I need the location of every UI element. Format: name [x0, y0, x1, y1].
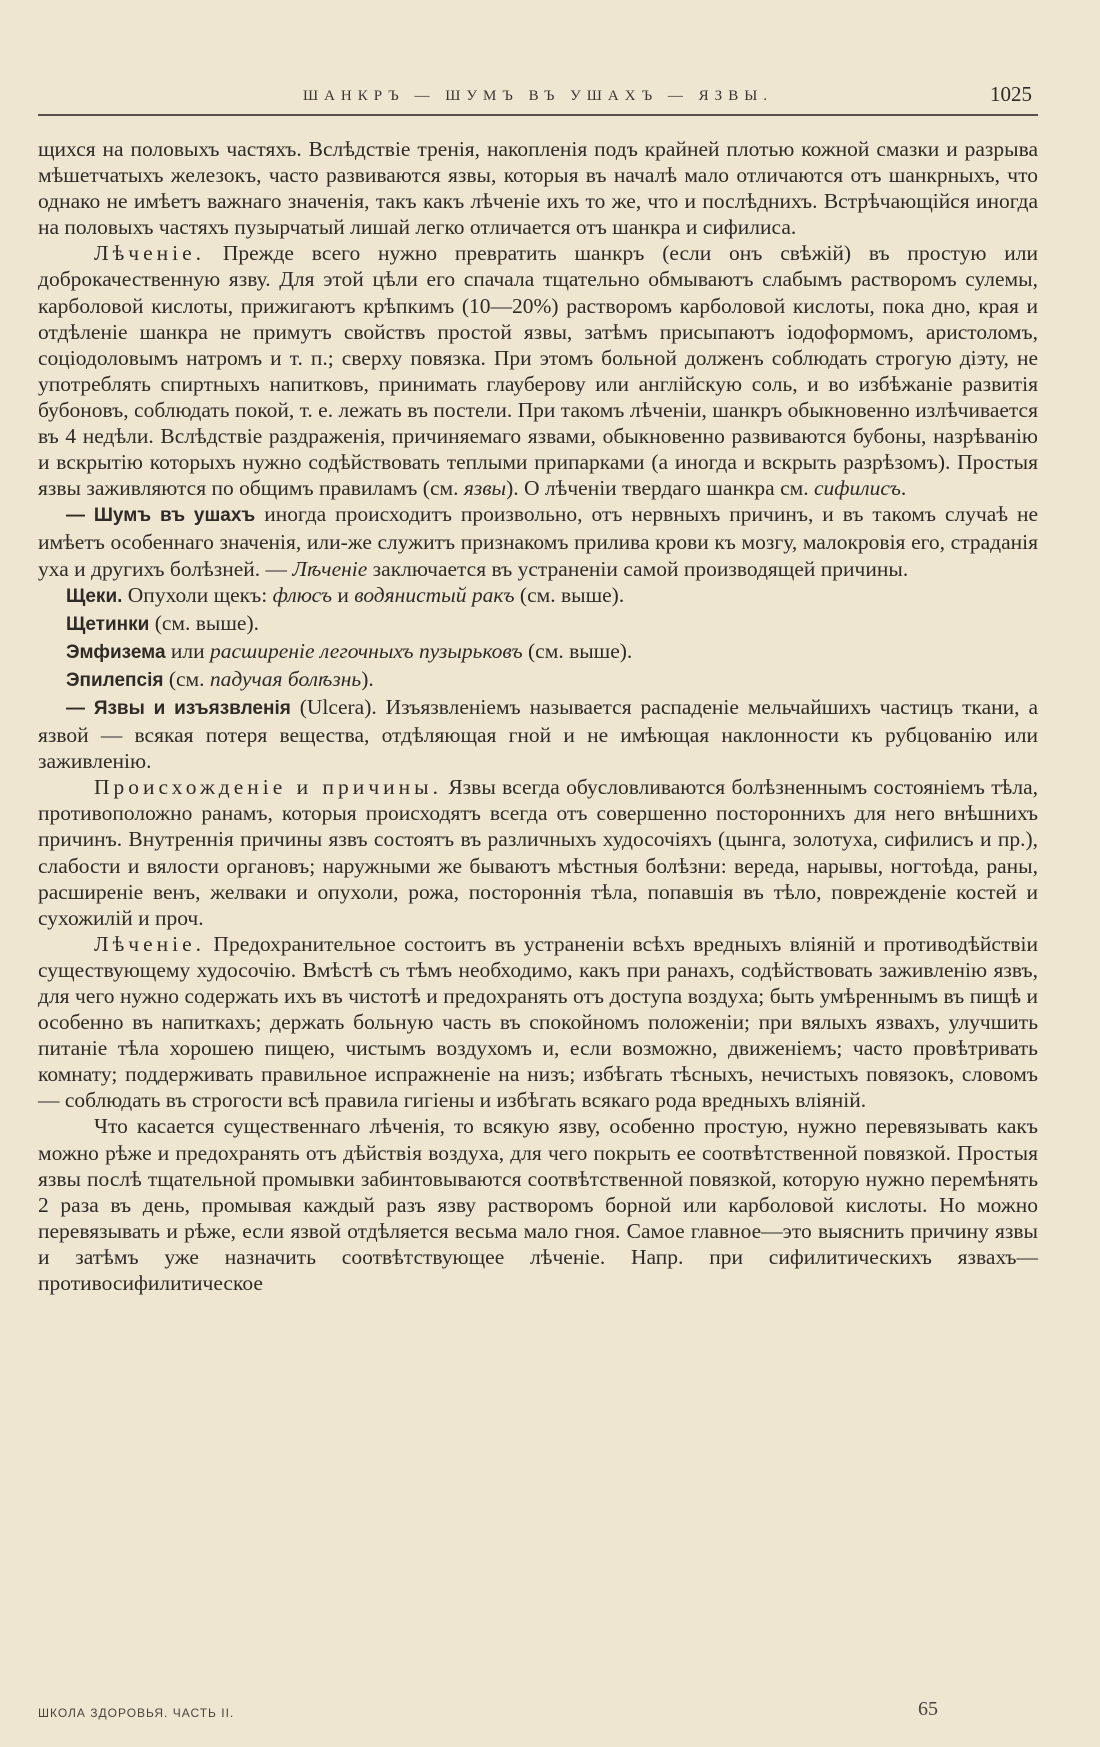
- book-page: [38, 78, 1038, 1728]
- entry-ulcers: [38, 694, 1038, 774]
- paragraph-text: ). О лѣченіи твердаго шанкра см.: [506, 476, 814, 501]
- paragraph-text: Предохранительное состоитъ въ устраненіи всѣхъ вредныхъ вліяній и противодѣйствіи существующему худосочію. Вмѣстѣ съ тѣмъ необходимо, какъ при ранахъ, содѣйствовать заживленію язвъ, для чего нужно содержать ихъ въ чистотѣ и предохранять отъ доступа воздуха; быть умѣреннымъ въ пищѣ и особенно въ напиткахъ; держать больную часть въ спокойномъ положеніи; при вялыхъ язвахъ, улучшить питаніе тѣла хорошею пищею, чистымъ воздухомъ и, если возможно, движеніемъ; часто провѣтривать комнату; поддерживать правильное испражненіе на низъ; избѣгать тѣсныхъ, нечистыхъ повязокъ, словомъ — соблюдать въ строгости всѣ правила гигіены и избѣгать всякаго рода вредныхъ вліяній.: [38, 931, 1038, 1113]
- paragraph-text: ).: [361, 666, 374, 691]
- entry-heading: Эмфизема: [66, 641, 166, 663]
- running-head: ШАНКРЪ — ШУМЪ ВЪ УШАХЪ — ЯЗВЫ.: [302, 88, 774, 104]
- cross-reference: язвы: [463, 476, 507, 501]
- paragraph-treatment-ulcers: [38, 931, 1038, 1114]
- paragraph-essential-treatment: Что касается существеннаго лѣченія, то всякую язву, особенно простую, нужно перевязывать какъ можно рѣже и предохранять отъ дѣйствія воздуха, для чего покрыть ее соотвѣтственной повязкой. Простыя язвы послѣ тщательной промывки забинтовываются соотвѣтственной повязкой, которую нужно перемѣнять 2 раза въ день, промывая каждый разъ язву растворомъ борной или карболовой кислоты. Но можно перевязывать и рѣже, если язвой отдѣляется весьма мало гноя. Самое главное—это выяснить причину язвы и затѣмъ уже назначить соотвѣтствующее лѣченіе. Напр. при сифилитическихъ язвахъ—противосифилитическое: [38, 1114, 1038, 1296]
- paragraph-treatment-chancre: [38, 240, 1038, 501]
- paragraph-text: Опухоли щекъ:: [122, 582, 273, 607]
- cross-reference: сифилисъ: [814, 476, 901, 501]
- page-footer: [38, 1698, 1038, 1728]
- section-lead: Лѣченіе.: [94, 931, 206, 956]
- paragraph-text: (см. выше).: [514, 582, 625, 607]
- entry-epilepsy: [38, 666, 1038, 694]
- paragraph-text: или: [165, 638, 211, 663]
- section-lead: Происхожденіе и причины.: [94, 775, 442, 800]
- paragraph-text: (Ulcera). Изъязвленіемъ называется распаденіе мельчайшихъ частицъ ткани, а язвой — всякая потеря вещества, отдѣляющая гной и не имѣющая наклонности къ рубцованію или заживленію.: [38, 694, 1038, 774]
- entry-cheeks: [38, 582, 1038, 610]
- entry-heading: — Шумъ въ ушахъ: [66, 505, 256, 527]
- entry-bristles: [38, 610, 1038, 638]
- paragraph-text: Прежде всего нужно превратить шанкръ (если онъ свѣжій) въ простую или доброкачественную язву. Для этой цѣли его спачала тщательно обмываютъ слабымъ растворомъ сулемы, карболовой кислоты, прижигаютъ крѣпкимъ (10—20%) растворомъ карболовой кислоты, пока дно, края и отдѣленіе шанкра не примутъ свойствъ простой язвы, затѣмъ присыпаютъ іодоформомъ, аристоломъ, соціодоловымъ натромъ и т. п.; сверху повязка. При этомъ больной долженъ соблюдать строгую діэту, не употреблять спиртныхъ напитковъ, принимать глауберову или англійскую соль, и во избѣжаніе развитія бубоновъ, соблюдать покой, т. е. лежать въ постели. При такомъ лѣченіи, шанкръ обыкновенно излѣчивается въ 4 недѣли. Вслѣдствіе раздраженія, причиняемаго язвами, обыкновенно развиваются бубоны, назрѣванію и вскрытію которыхъ нужно содѣйствовать теплыми припарками (а иногда и вскрыть разрѣзомъ). Простыя язвы заживляются по общимъ правиламъ (см.: [38, 241, 1038, 501]
- paragraph-continuation: щихся на половыхъ частяхъ. Вслѣдствіе тренія, накопленія подъ крайней плотью кожной смазки и разрыва мѣшетчатыхъ железокъ, часто развиваются язвы, которыя въ началѣ мало отличаются отъ шанкрныхъ, что однако не имѣетъ важнаго значенія, такъ какъ лѣченіе ихъ то же, что и послѣднихъ. Встрѣчающійся иногда на половыхъ частяхъ пузырчатый лишай легко отличается отъ шанкра и сифилиса.: [38, 137, 1038, 240]
- paragraph-text: (см.: [163, 666, 210, 691]
- paragraph-text: иногда происходитъ произвольно, отъ нервныхъ причинъ, и въ такомъ случаѣ не имѣетъ особеннаго значенія, или-же служитъ признакомъ прилива крови къ мозгу, малокровія его, страданія уха и другихъ болѣзней. —: [38, 502, 1038, 581]
- page-header: [38, 78, 1038, 116]
- paragraph-text: Язвы всегда обусловливаются болѣзненнымъ состояніемъ тѣла, противоположно ранамъ, которыя происходятъ всегда отъ совершенно постороннихъ для него внѣшнихъ причинъ. Внутреннія причины язвъ состоятъ въ различныхъ худосочіяхъ (цынга, золотуха, сифилисъ и пр.), слабости и вялости органовъ; наружными же бываютъ мѣстныя болѣзни: вереда, нарывы, ногтоѣда, раны, расширеніе венъ, желваки и опухоли, рожа, постороннія тѣла, попавшія въ тѣло, поврежденіе костей и сухожилій и проч.: [38, 775, 1038, 930]
- signature-mark: 65: [918, 1698, 938, 1720]
- paragraph-text: и: [332, 582, 355, 607]
- emphasis: Лѣченіе: [292, 556, 368, 581]
- paragraph-origin-causes: [38, 774, 1038, 931]
- section-lead: Лѣченіе.: [94, 241, 206, 266]
- page-number: 1025: [990, 82, 1032, 106]
- entry-heading: Щеки.: [66, 585, 123, 607]
- paragraph-text: .: [900, 476, 907, 501]
- page-body: [38, 136, 1038, 1296]
- paragraph-text: заключается въ устраненіи самой производящей причины.: [367, 556, 909, 581]
- entry-emphysema: [38, 638, 1038, 666]
- cross-reference: падучая болѣзнь: [209, 666, 362, 691]
- entry-heading: — Язвы и изъязвленія: [66, 697, 291, 719]
- cross-reference: флюсъ: [272, 582, 332, 607]
- cross-reference: расширеніе легочныхъ пузырьковъ: [210, 638, 523, 663]
- paragraph-text: (см. выше).: [522, 638, 633, 663]
- entry-heading: Щетинки: [66, 613, 150, 635]
- entry-heading: Эпилепсія: [66, 669, 164, 691]
- entry-ear-noise: [38, 501, 1038, 581]
- paragraph-text: (см. выше).: [149, 610, 260, 635]
- book-title-footer: ШКОЛА ЗДОРОВЬЯ. ЧАСТЬ II.: [38, 1706, 235, 1720]
- cross-reference: водянистый ракъ: [354, 582, 515, 607]
